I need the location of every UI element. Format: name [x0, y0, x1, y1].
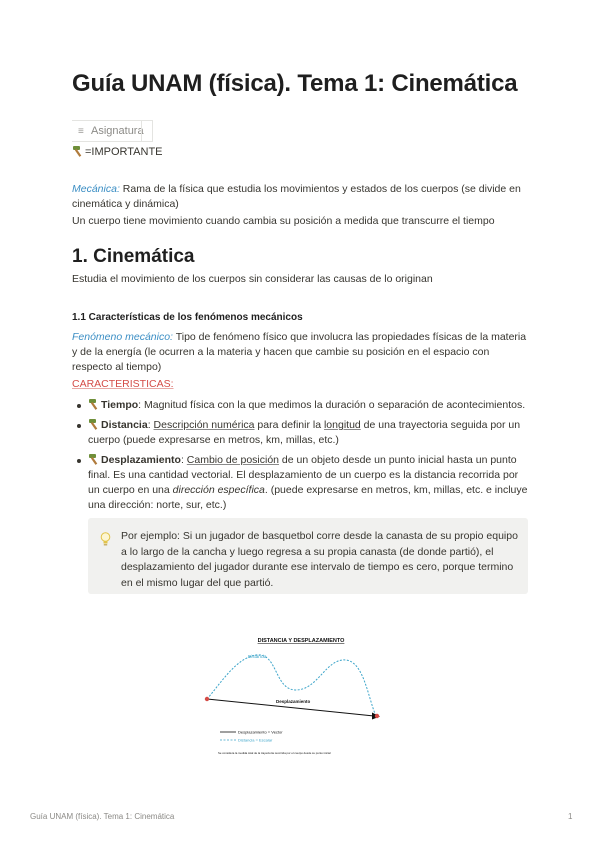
- property-asignatura[interactable]: [72, 120, 153, 142]
- section-description: Estudia el movimiento de los cuerpos sin considerar las causas de lo originan: [72, 273, 433, 285]
- page-number: 1: [568, 812, 573, 821]
- subsection-heading: 1.1 Características de los fenómenos mecánicos: [72, 312, 303, 323]
- list-item: Tiempo: Magnitud física con la que medimos la duración o separación de acontecimientos.: [72, 398, 530, 413]
- legend-displacement: Desplazamiento = Vector: [238, 729, 283, 735]
- callout-text: Por ejemplo: Si un jugador de basquetbol corre desde la canasta de su propio equipo a lo largo de la cancha y luego regresa a su propia canasta (de donde partió), el desplazamiento del jugador durante ese intervalo de tiempo es cero, porque termino en el mismo lugar del que partió.: [121, 530, 518, 589]
- end-point: [375, 714, 379, 718]
- property-label: Asignatura: [91, 125, 144, 137]
- important-legend: [72, 145, 163, 158]
- distance-displacement-diagram: [196, 628, 406, 768]
- list-item: Distancia: Descripción numérica para definir la longitud de una trayectoria seguida por un cuerpo (puede expresarse en metros, km, millas, etc.): [72, 418, 530, 448]
- diagram-distance-label: Distancia: [248, 654, 267, 659]
- start-point: [205, 697, 209, 701]
- hammer-icon: [88, 398, 101, 410]
- legend-distance: Distancia = Escalar: [238, 737, 273, 743]
- hammer-icon: [88, 453, 101, 465]
- diagram-title: DISTANCIA Y DESPLAZAMIENTO: [257, 638, 345, 644]
- characteristics-label: CARACTERISTICAS:: [72, 378, 174, 390]
- lightbulb-icon: [100, 532, 111, 547]
- characteristics-list: [72, 398, 530, 513]
- hammer-icon: [72, 145, 85, 157]
- important-label: =IMPORTANTE: [85, 146, 163, 158]
- diagram-displacement-label: Desplazamiento: [276, 699, 311, 704]
- section-heading: 1. Cinemática: [72, 246, 195, 267]
- example-callout: [88, 518, 528, 594]
- intro-line: Un cuerpo tiene movimiento cuando cambia su posición a medida que transcurre el tiempo: [72, 215, 495, 227]
- list-icon: ≡: [78, 125, 84, 137]
- phenomenon-paragraph: Fenómeno mecánico: Tipo de fenómeno físico que involucra las propiedades físicas de la materia y de la energía (le ocurren a la materia y hacen que cambie su posición en el espacio con respecto al tiempo): [72, 331, 527, 373]
- footer-title: Guía UNAM (física). Tema 1: Cinemática: [30, 812, 175, 821]
- distance-path: [207, 655, 376, 716]
- hammer-icon: [88, 418, 101, 430]
- diagram-caption: Se considera la medida total de la trayectoria recorrida por el cuerpo desde su punto inicial: [218, 751, 331, 755]
- page-title: Guía UNAM (física). Tema 1: Cinemática: [72, 70, 518, 97]
- intro-paragraph: Mecánica: Rama de la física que estudia los movimientos y estados de los cuerpos (se divide en cinemática y dinámica): [72, 183, 521, 210]
- list-item: Desplazamiento: Cambio de posición de un objeto desde un punto inicial hasta un punto final. Es una cantidad vectorial. El desplazamiento de un cuerpo es la distancia recorrida por un cuerpo en una dirección específica. (puede expresarse en metros, km, millas, etc. e incluye una dirección: norte, sur, etc.): [72, 453, 530, 513]
